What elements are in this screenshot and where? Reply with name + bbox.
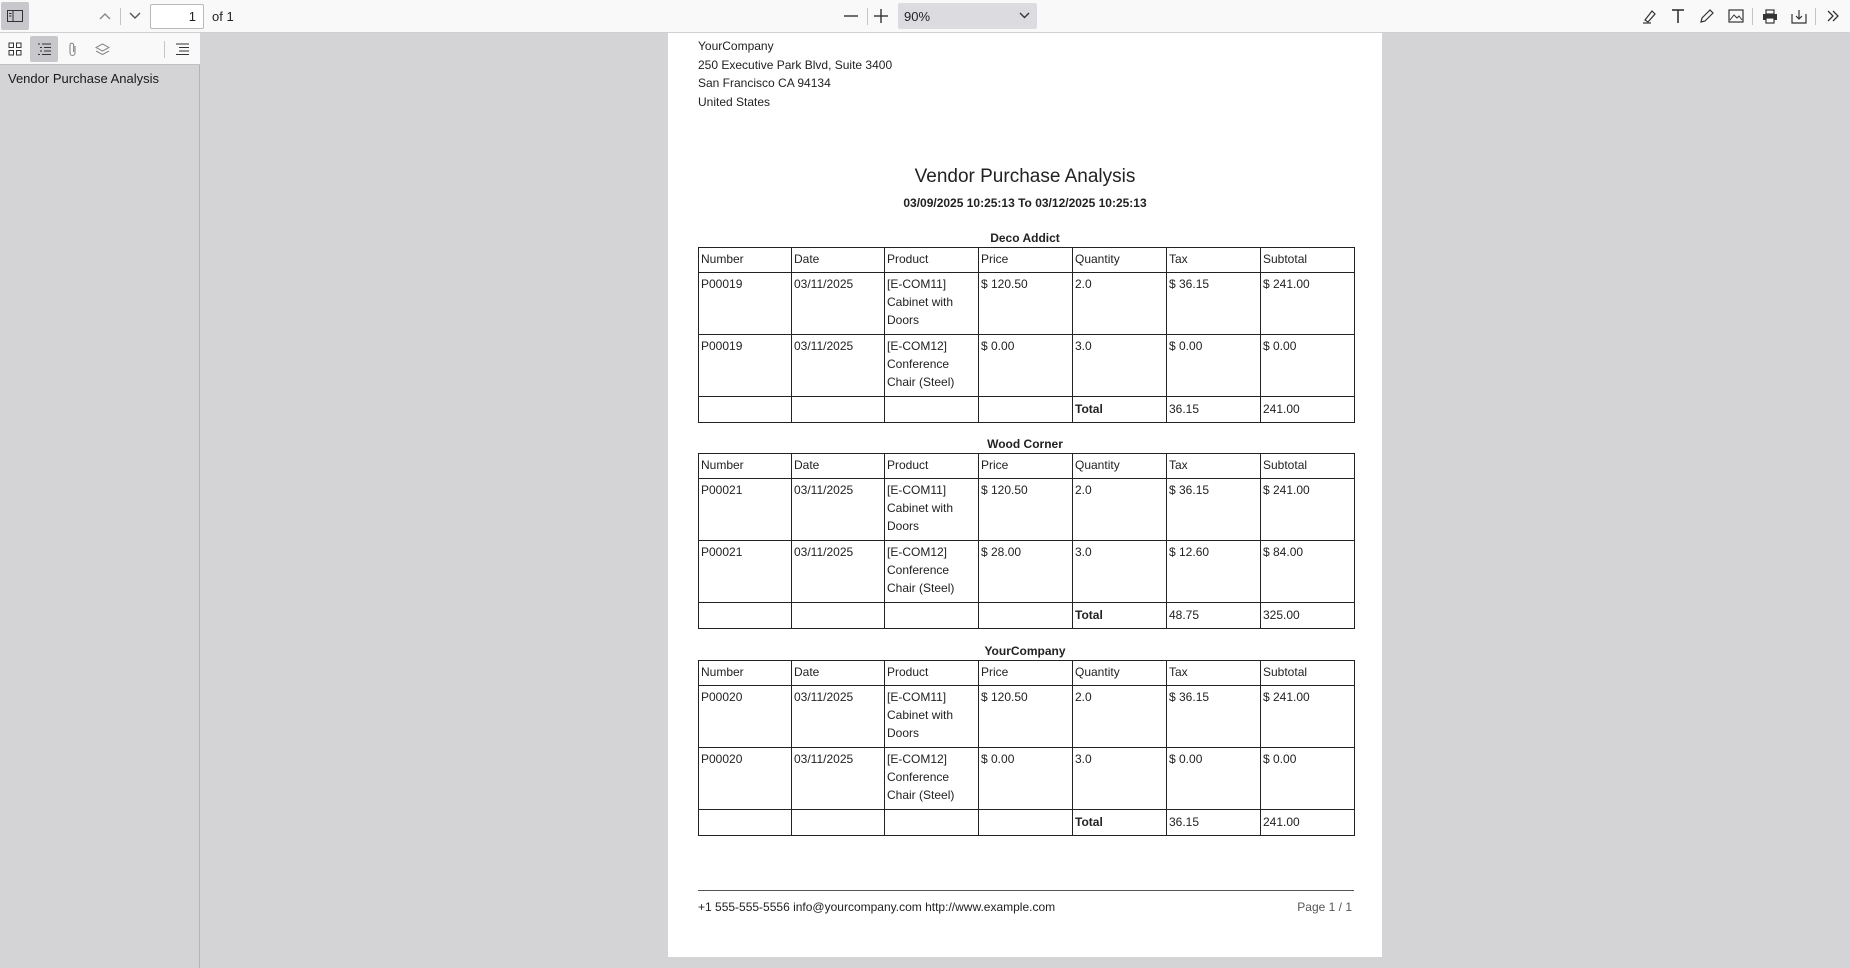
more-tools-icon[interactable] <box>1820 3 1846 29</box>
column-header: Subtotal <box>1261 248 1355 273</box>
table-cell: $ 0.00 <box>1167 335 1261 397</box>
table-cell: [E-COM12] Conference Chair (Steel) <box>885 541 979 603</box>
table-cell <box>792 603 885 629</box>
page-count-label: of 1 <box>212 9 234 24</box>
print-icon[interactable] <box>1757 3 1783 29</box>
table-row <box>699 273 1355 335</box>
next-page-icon[interactable] <box>122 3 148 29</box>
table-cell: 03/11/2025 <box>792 273 885 335</box>
table-cell: 03/11/2025 <box>792 541 885 603</box>
sidebar-tabs <box>0 33 200 65</box>
report-date-range: 03/09/2025 10:25:13 To 03/12/2025 10:25:13 <box>903 196 1147 210</box>
table-cell: P00019 <box>699 273 792 335</box>
table-cell <box>885 603 979 629</box>
zoom-out-icon[interactable] <box>838 3 864 29</box>
table-cell: P00021 <box>699 479 792 541</box>
total-subtotal: 325.00 <box>1261 603 1355 629</box>
total-subtotal: 241.00 <box>1261 810 1355 836</box>
table-cell <box>699 397 792 423</box>
column-header: Number <box>699 661 792 686</box>
pdf-page <box>668 33 1382 957</box>
vendor-group-title: Deco Addict <box>990 231 1060 245</box>
table-cell: 03/11/2025 <box>792 686 885 748</box>
table-cell <box>885 810 979 836</box>
highlight-icon[interactable] <box>1637 3 1663 29</box>
table-cell: $ 241.00 <box>1261 273 1355 335</box>
column-header: Price <box>979 248 1073 273</box>
thumbnails-icon[interactable] <box>1 36 29 62</box>
table-cell: $ 241.00 <box>1261 686 1355 748</box>
table-cell: $ 0.00 <box>1261 335 1355 397</box>
total-label: Total <box>1073 810 1167 836</box>
table-cell: $ 0.00 <box>979 748 1073 810</box>
table-cell: [E-COM11] Cabinet with Doors <box>885 686 979 748</box>
table-cell: $ 84.00 <box>1261 541 1355 603</box>
table-cell: $ 28.00 <box>979 541 1073 603</box>
vendor-purchase-table <box>698 247 1355 423</box>
column-header: Quantity <box>1073 454 1167 479</box>
vendor-purchase-table <box>698 453 1355 629</box>
address-line-1: 250 Executive Park Blvd, Suite 3400 <box>698 58 893 72</box>
column-header: Number <box>699 454 792 479</box>
column-header: Tax <box>1167 248 1261 273</box>
table-cell: 3.0 <box>1073 748 1167 810</box>
table-cell: 03/11/2025 <box>792 479 885 541</box>
column-header: Number <box>699 248 792 273</box>
table-cell: [E-COM11] Cabinet with Doors <box>885 273 979 335</box>
table-cell: $ 0.00 <box>979 335 1073 397</box>
footer-contact: +1 555-555-5556 info@yourcompany.com http://www.example.com <box>698 900 1056 914</box>
column-header: Quantity <box>1073 661 1167 686</box>
total-row <box>699 810 1355 836</box>
image-icon[interactable] <box>1723 3 1749 29</box>
table-cell: 2.0 <box>1073 273 1167 335</box>
table-header-row <box>699 248 1355 273</box>
attachments-icon[interactable] <box>59 36 87 62</box>
zoom-in-icon[interactable] <box>868 3 894 29</box>
table-row <box>699 335 1355 397</box>
table-header-row <box>699 661 1355 686</box>
footer-divider <box>698 890 1354 891</box>
table-cell: $ 12.60 <box>1167 541 1261 603</box>
table-cell: 3.0 <box>1073 335 1167 397</box>
text-tool-icon[interactable] <box>1665 3 1691 29</box>
total-label: Total <box>1073 397 1167 423</box>
chevron-down-icon <box>1019 9 1030 24</box>
table-cell: 03/11/2025 <box>792 748 885 810</box>
layers-icon[interactable] <box>88 36 116 62</box>
zoom-value: 90% <box>904 9 931 24</box>
company-name: YourCompany <box>698 39 774 53</box>
table-cell: 03/11/2025 <box>792 335 885 397</box>
total-row <box>699 397 1355 423</box>
table-cell: 2.0 <box>1073 479 1167 541</box>
table-row <box>699 541 1355 603</box>
footer-page-number: Page 1 / 1 <box>1297 900 1352 914</box>
table-cell <box>699 810 792 836</box>
table-cell <box>792 810 885 836</box>
column-header: Product <box>885 661 979 686</box>
table-cell <box>979 397 1073 423</box>
table-cell <box>792 397 885 423</box>
previous-page-icon[interactable] <box>92 3 118 29</box>
table-cell: $ 36.15 <box>1167 479 1261 541</box>
column-header: Price <box>979 661 1073 686</box>
column-header: Tax <box>1167 454 1261 479</box>
column-header: Date <box>792 454 885 479</box>
vendor-purchase-table <box>698 660 1355 836</box>
download-icon[interactable] <box>1786 3 1812 29</box>
column-header: Date <box>792 661 885 686</box>
column-header: Subtotal <box>1261 454 1355 479</box>
table-cell: $ 36.15 <box>1167 273 1261 335</box>
table-cell: [E-COM11] Cabinet with Doors <box>885 479 979 541</box>
total-tax: 48.75 <box>1167 603 1261 629</box>
table-cell: $ 120.50 <box>979 273 1073 335</box>
table-cell: 2.0 <box>1073 686 1167 748</box>
table-cell: P00021 <box>699 541 792 603</box>
table-cell: 3.0 <box>1073 541 1167 603</box>
table-cell: $ 0.00 <box>1167 748 1261 810</box>
table-cell: $ 241.00 <box>1261 479 1355 541</box>
table-cell: $ 120.50 <box>979 686 1073 748</box>
table-row <box>699 686 1355 748</box>
table-cell: P00020 <box>699 748 792 810</box>
column-header: Subtotal <box>1261 661 1355 686</box>
address-line-2: San Francisco CA 94134 <box>698 76 831 90</box>
table-cell: P00020 <box>699 686 792 748</box>
table-cell: [E-COM12] Conference Chair (Steel) <box>885 335 979 397</box>
report-title: Vendor Purchase Analysis <box>914 166 1136 187</box>
sidebar <box>0 33 200 968</box>
vendor-group-title: YourCompany <box>984 644 1066 658</box>
column-header: Price <box>979 454 1073 479</box>
table-cell: [E-COM12] Conference Chair (Steel) <box>885 748 979 810</box>
table-cell <box>699 603 792 629</box>
table-row <box>699 479 1355 541</box>
table-row <box>699 748 1355 810</box>
table-header-row <box>699 454 1355 479</box>
column-header: Date <box>792 248 885 273</box>
vendor-group-title: Wood Corner <box>987 437 1063 451</box>
table-cell <box>979 810 1073 836</box>
outline-icon[interactable] <box>30 36 58 62</box>
table-cell: $ 0.00 <box>1261 748 1355 810</box>
column-header: Product <box>885 248 979 273</box>
table-cell <box>885 397 979 423</box>
toolbar <box>0 0 1850 33</box>
table-cell <box>979 603 1073 629</box>
draw-icon[interactable] <box>1694 3 1720 29</box>
address-country: United States <box>698 95 771 109</box>
total-tax: 36.15 <box>1167 810 1261 836</box>
total-tax: 36.15 <box>1167 397 1261 423</box>
table-cell: $ 36.15 <box>1167 686 1261 748</box>
column-header: Quantity <box>1073 248 1167 273</box>
page-number-input[interactable] <box>150 4 204 29</box>
outline-item[interactable]: Vendor Purchase Analysis <box>8 71 160 86</box>
table-cell: P00019 <box>699 335 792 397</box>
table-cell: $ 120.50 <box>979 479 1073 541</box>
sidebar-toggle-icon[interactable] <box>1 2 29 30</box>
column-header: Tax <box>1167 661 1261 686</box>
column-header: Product <box>885 454 979 479</box>
current-outline-item-icon[interactable] <box>168 36 196 62</box>
zoom-select[interactable] <box>898 3 1037 29</box>
total-label: Total <box>1073 603 1167 629</box>
total-row <box>699 603 1355 629</box>
document-viewer <box>201 33 1850 968</box>
total-subtotal: 241.00 <box>1261 397 1355 423</box>
